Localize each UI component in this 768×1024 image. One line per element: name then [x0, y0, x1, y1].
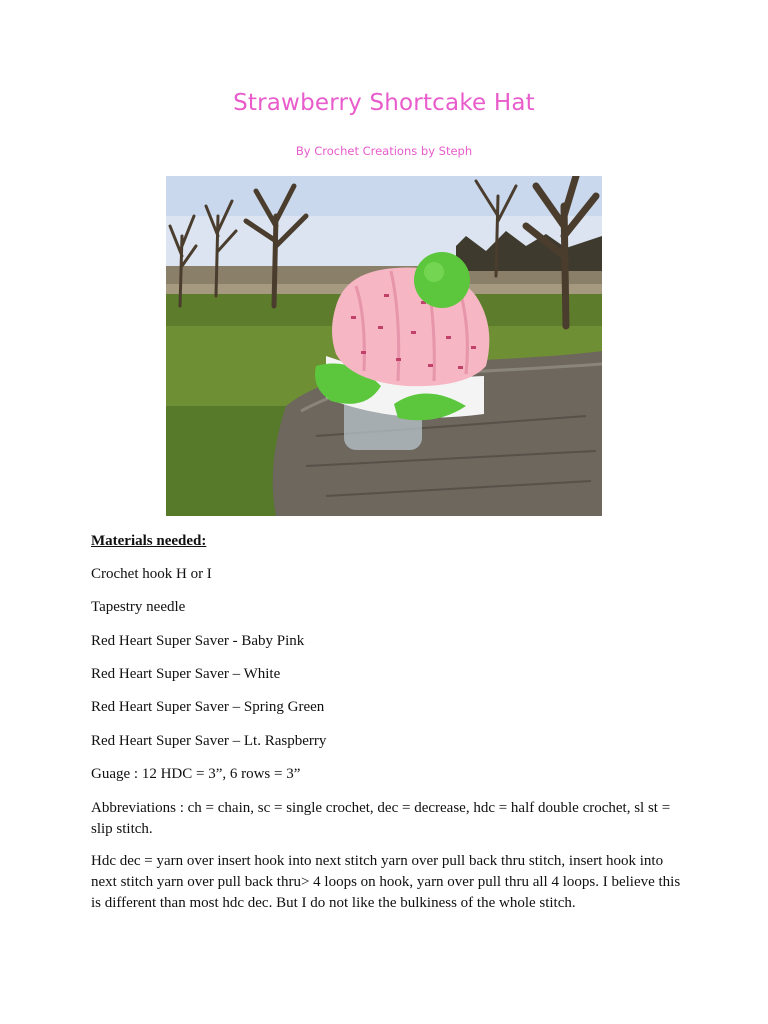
document-byline: By Crochet Creations by Steph	[295, 144, 473, 158]
material-item: Red Heart Super Saver – Spring Green	[91, 699, 325, 715]
material-item: Tapestry needle	[91, 599, 186, 615]
materials-heading: Materials needed:	[91, 533, 207, 549]
hdc-dec-paragraph: Hdc dec = yarn over insert hook into next stitch yarn over pull back thru stitch, insert hook into next stitch yarn over pull back thru> 4 loops on hook, yarn over pull thru all 4 loops. I believe this is different than most hdc dec. But I do not like the bulkiness of the whole stitch.	[91, 853, 681, 911]
gauge-line: Guage : 12 HDC = 3”, 6 rows = 3”	[91, 766, 301, 782]
abbreviations-paragraph: Abbreviations : ch = chain, sc = single crochet, dec = decrease, hdc = half double crochet, sl st = slip stitch.	[91, 800, 671, 837]
document-title: Strawberry Shortcake Hat	[233, 90, 535, 116]
material-item: Red Heart Super Saver – Lt. Raspberry	[91, 733, 327, 749]
material-item: Crochet hook H or I	[91, 566, 212, 582]
hat-photo	[166, 176, 602, 516]
material-item: Red Heart Super Saver – White	[91, 666, 281, 682]
material-item: Red Heart Super Saver - Baby Pink	[91, 633, 305, 649]
